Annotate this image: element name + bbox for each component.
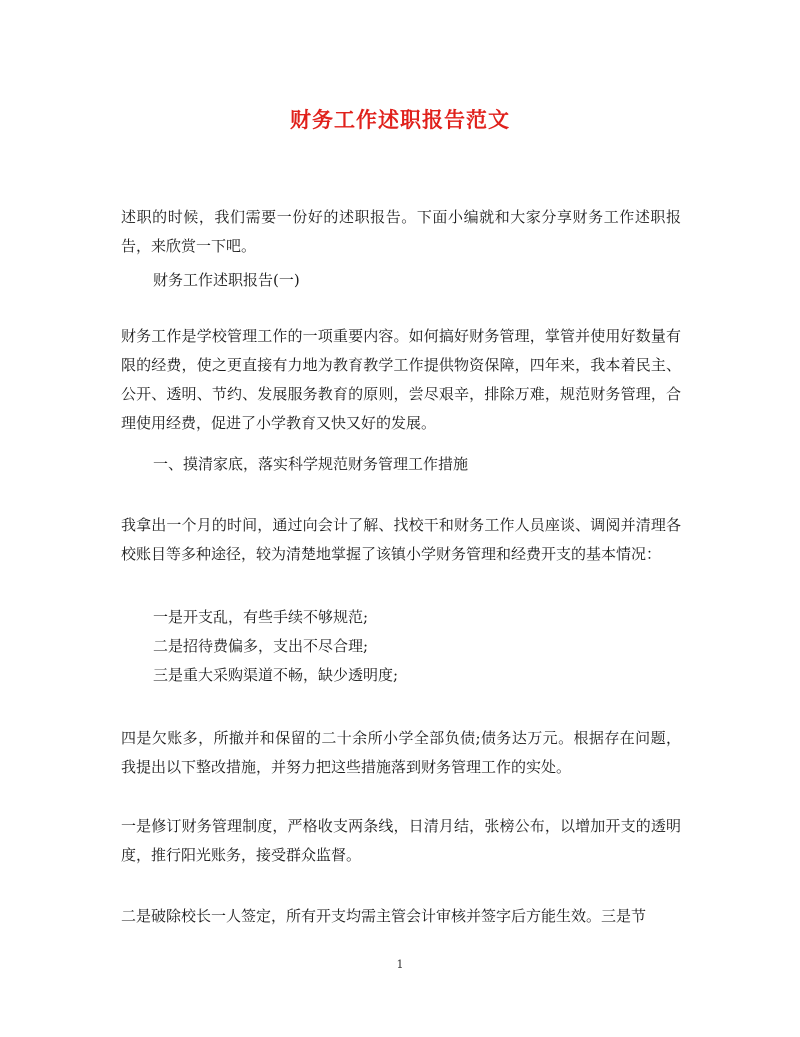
- document-title: 财务工作述职报告范文: [290, 107, 510, 132]
- subsection-heading: 一、摸清家底，落实科学规范财务管理工作措施: [153, 455, 469, 473]
- list-item: 一是开支乱，有些手续不够规范;: [153, 608, 369, 626]
- body-paragraph: 我拿出一个月的时间，通过向会计了解、找校干和财务工作人员座谈、调阅并清理各校账目等多种途径，较为清楚地掌握了该镇小学财务管理和经费开支的基本情况：: [121, 516, 681, 563]
- body-paragraph: 四是欠账多，所撤并和保留的二十余所小学全部负债;债务达万元。根据存在问题，我提出以下整改措施，并努力把这些措施落到财务管理工作的实处。: [121, 729, 681, 776]
- section-heading: 财务工作述职报告(一): [153, 271, 300, 289]
- list-item: 三是重大采购渠道不畅，缺少透明度;: [153, 666, 399, 684]
- body-paragraph: 二是破除校长一人签定，所有开支均需主管会计审核并签字后方能生效。三是节: [121, 907, 647, 925]
- page-number: 1: [396, 958, 404, 971]
- body-paragraph: 一是修订财务管理制度，严格收支两条线，日清月结，张榜公布，以增加开支的透明度，推行阳光账务，接受群众监督。: [121, 817, 681, 864]
- list-item: 二是招待费偏多，支出不尽合理;: [153, 637, 369, 655]
- intro-paragraph: 述职的时候，我们需要一份好的述职报告。下面小编就和大家分享财务工作述职报告，来欣赏一下吧。: [121, 208, 681, 255]
- body-paragraph: 财务工作是学校管理工作的一项重要内容。如何搞好财务管理，掌管并使用好数量有限的经费，使之更直接有力地为教育教学工作提供物资保障，四年来，我本着民主、公开、透明、节约、发展服务教育的原则，尝尽艰辛，排除万难，规范财务管理，合理使用经费，促进了小学教育又快又好的发展。: [121, 327, 681, 432]
